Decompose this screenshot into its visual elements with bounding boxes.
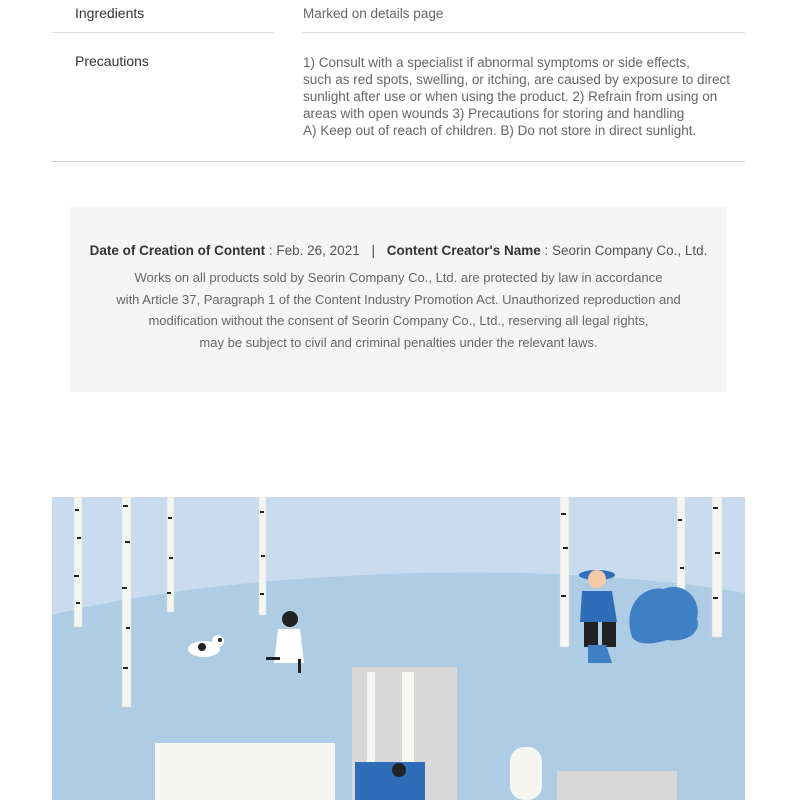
precautions-line: such as red spots, swelling, or itching, are caused by exposure to direct [303,72,730,87]
precautions-line: 1) Consult with a specialist if abnormal symptoms or side effects, [303,55,690,70]
ingredients-row [52,0,745,33]
content-meta [70,243,727,258]
precautions-line: A) Keep out of reach of children. B) Do not store in direct sunlight. [303,123,697,138]
ingredients-label: Ingredients [75,5,145,21]
precautions-label: Precautions [75,53,149,69]
ingredients-value: Marked on details page [303,6,444,21]
creation-date-label: Date of Creation of Content [89,243,266,258]
precautions-row [52,33,745,162]
precautions-line: sunlight after use or when using the product. 2) Refrain from using on [303,89,718,104]
creator-name-value: : Seorin Company Co., Ltd. [544,243,708,258]
brand-illustration [52,497,745,800]
product-info-table [52,0,745,162]
creator-name-label: Content Creator's Name [386,243,541,258]
copyright-line: Works on all products sold by Seorin Company Co., Ltd. are protected by law in accordance [134,270,663,285]
creation-date-value: : Feb. 26, 2021 [268,243,360,258]
content-notice-box [70,207,727,392]
park-scene-illustration [52,497,745,800]
precautions-value [274,33,745,162]
copyright-line: may be subject to civil and criminal penalties under the relevant laws. [199,334,598,350]
copyright-line: modification without the consent of Seorin Company Co., Ltd., reserving all legal rights, [148,313,649,328]
copyright-line: with Article 37, Paragraph 1 of the Content Industry Promotion Act. Unauthorized reproduction and [116,291,681,307]
meta-separator: | [371,243,375,258]
table-bottom-divider [52,161,745,162]
precautions-line: areas with open wounds 3) Precautions for storing and handling [303,106,685,121]
copyright-notice [70,267,727,353]
